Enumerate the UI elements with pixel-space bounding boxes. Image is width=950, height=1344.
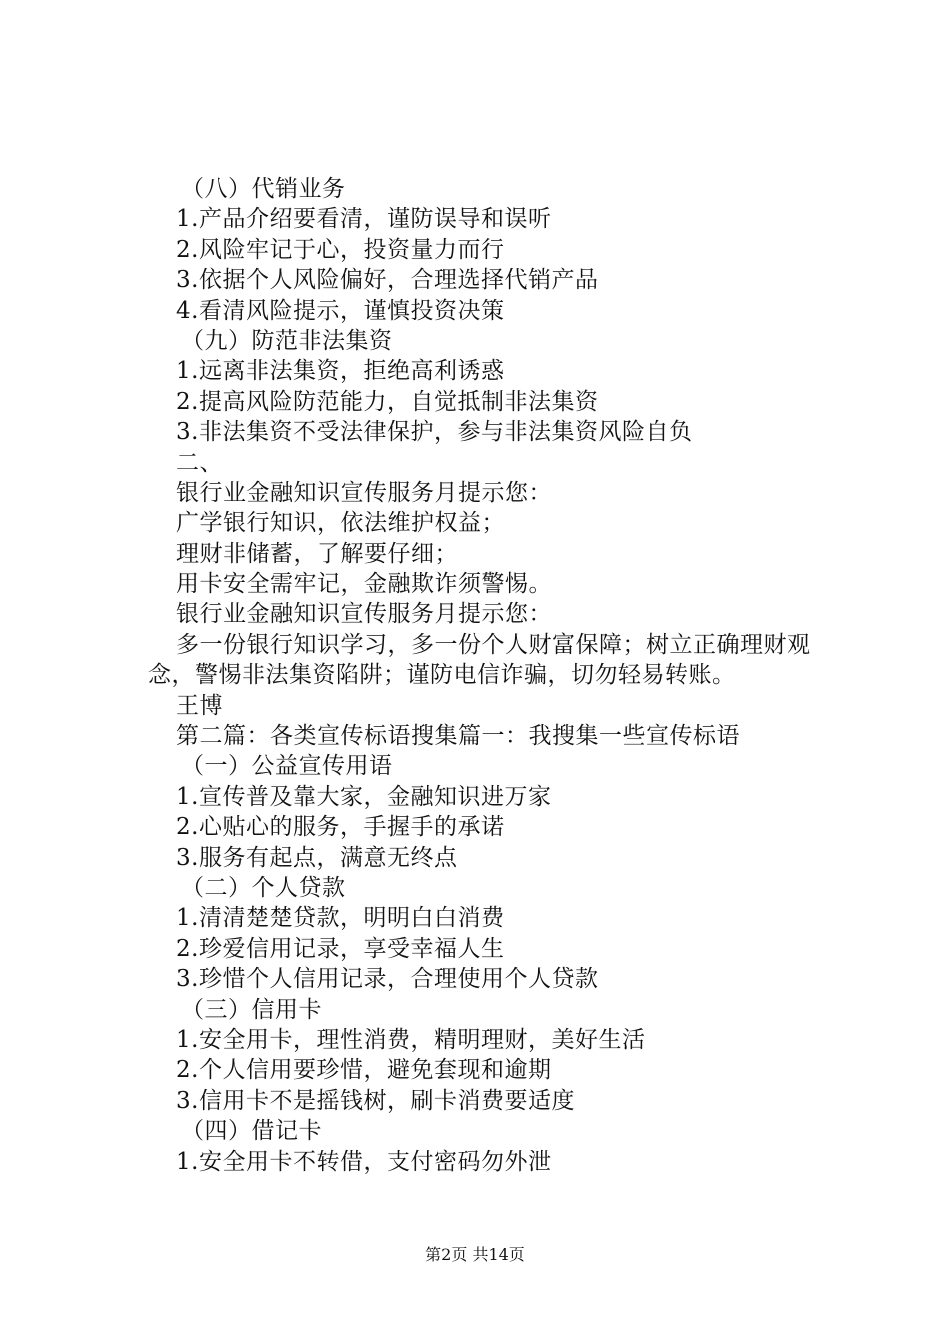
text-line: 2.风险牢记于心，投资量力而行 [176, 236, 505, 263]
text-line: 2.个人信用要珍惜，避免套现和逾期 [176, 1057, 552, 1084]
text-line: 银行业金融知识宣传服务月提示您： [176, 479, 552, 506]
text-line: 广学银行知识，依法维护权益； [176, 510, 505, 537]
page-number-footer: 第2页 共14页 [425, 1245, 525, 1264]
text-line: 1.安全用卡不转借，支付密码勿外泄 [176, 1148, 552, 1175]
section-heading-1: （一）公益宣传用语 [181, 753, 393, 780]
document-body [148, 174, 838, 1177]
chapter-title: 第二篇：各类宣传标语搜集篇一：我搜集一些宣传标语 [176, 723, 740, 750]
section-heading-3: （三）信用卡 [181, 996, 322, 1023]
section-heading-8: （八）代销业务 [181, 176, 346, 202]
text-line: 1.产品介绍要看清，谨防误导和误听 [176, 206, 552, 233]
text-line: 3.信用卡不是摇钱树，刷卡消费要适度 [176, 1087, 575, 1114]
text-line: 1.远离非法集资，拒绝高利诱惑 [176, 358, 505, 385]
text-line: 银行业金融知识宣传服务月提示您： [176, 601, 552, 628]
section-heading-4: （四）借记卡 [181, 1118, 322, 1145]
section-heading-9: （九）防范非法集资 [181, 327, 393, 354]
text-line: 1.清清楚楚贷款，明明白白消费 [176, 905, 505, 932]
text-line: 1.宣传普及靠大家，金融知识进万家 [176, 783, 552, 810]
text-line: 3.珍惜个人信用记录，合理使用个人贷款 [176, 966, 599, 993]
text-line: 3.依据个人风险偏好，合理选择代销产品 [176, 267, 599, 294]
text-line: 3.服务有起点，满意无终点 [176, 844, 458, 871]
section-heading-2b: （二）个人贷款 [181, 875, 346, 902]
section-heading-2: 二、 [176, 449, 223, 476]
text-line: 2.提高风险防范能力，自觉抵制非法集资 [176, 388, 599, 415]
text-line: 1.安全用卡，理性消费，精明理财，美好生活 [176, 1026, 646, 1053]
text-line: 2.珍爱信用记录，享受幸福人生 [176, 935, 505, 962]
text-line: 理财非储蓄，了解要仔细； [176, 540, 458, 567]
text-line: 4.看清风险提示，谨慎投资决策 [176, 297, 505, 324]
author-name: 王博 [176, 692, 223, 719]
text-line: 用卡安全需牢记，金融欺诈须警惕。 [176, 571, 552, 598]
text-line: 2.心贴心的服务，手握手的承诺 [176, 814, 505, 841]
text-line: 3.非法集资不受法律保护，参与非法集资风险自负 [176, 419, 693, 446]
body-paragraph: 多一份银行知识学习，多一份个人财富保障；树立正确理财观念，警惕非法集资陷阱；谨防电信诈骗，切勿轻易转账。 [148, 631, 811, 689]
